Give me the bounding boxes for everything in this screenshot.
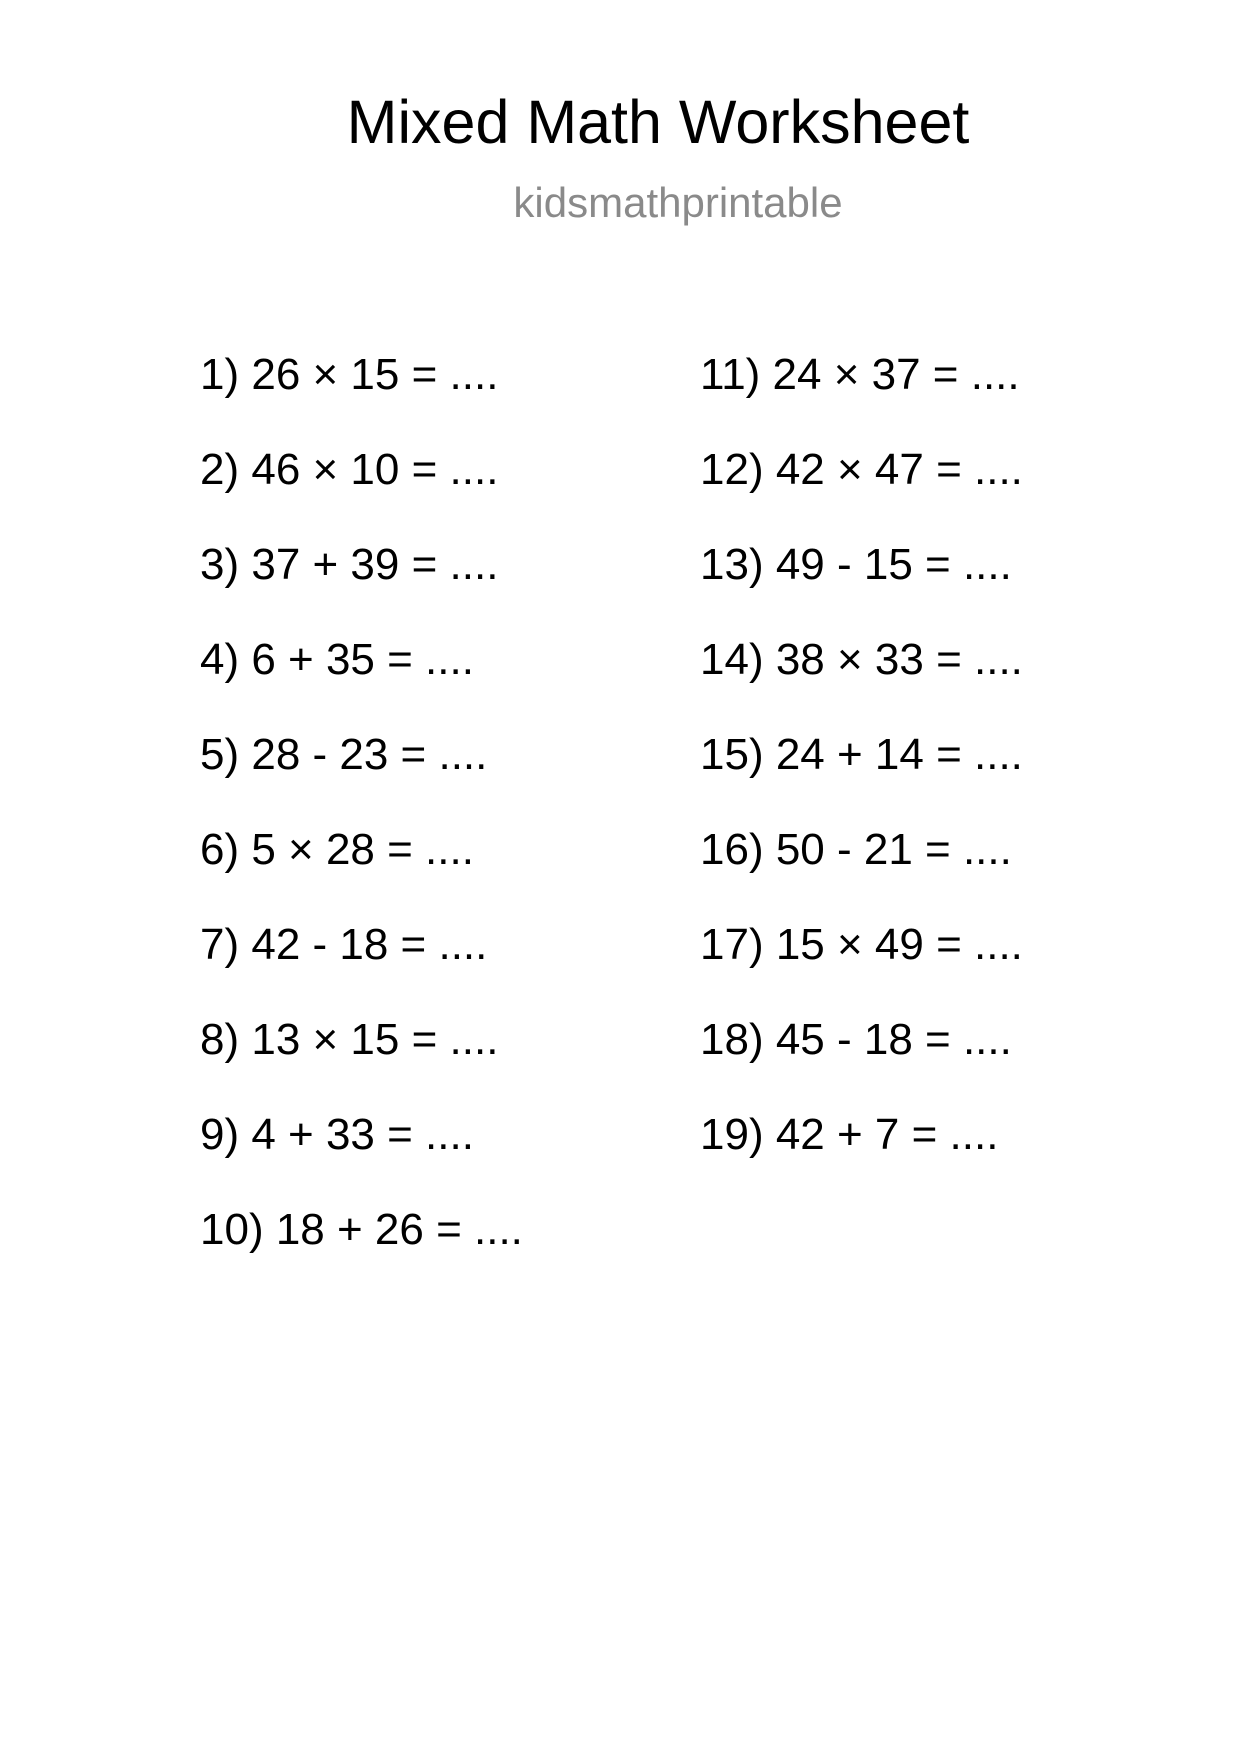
- problem-13: 13) 49 - 15 = ....: [700, 540, 1012, 589]
- problem-6: 6) 5 × 28 = ....: [200, 825, 474, 874]
- problem-8: 8) 13 × 15 = ....: [200, 1015, 499, 1064]
- worksheet-title: Mixed Math Worksheet: [346, 88, 970, 156]
- problems-column-left: [200, 350, 523, 1303]
- problem-2: 2) 46 × 10 = ....: [200, 445, 499, 494]
- problem-16: 16) 50 - 21 = ....: [700, 825, 1012, 874]
- problem-5: 5) 28 - 23 = ....: [200, 730, 488, 779]
- problem-11: 11) 24 × 37 = ....: [700, 350, 1020, 399]
- problem-9: 9) 4 + 33 = ....: [200, 1110, 474, 1159]
- worksheet-subtitle: kidsmathprintable: [513, 179, 843, 226]
- problem-3: 3) 37 + 39 = ....: [200, 540, 499, 589]
- problems-column-right: [700, 350, 1023, 1208]
- problem-17: 17) 15 × 49 = ....: [700, 920, 1023, 969]
- problem-15: 15) 24 + 14 = ....: [700, 730, 1023, 779]
- problem-14: 14) 38 × 33 = ....: [700, 635, 1023, 684]
- problem-4: 4) 6 + 35 = ....: [200, 635, 474, 684]
- problem-10: 10) 18 + 26 = ....: [200, 1205, 523, 1254]
- problem-18: 18) 45 - 18 = ....: [700, 1015, 1012, 1064]
- problem-12: 12) 42 × 47 = ....: [700, 445, 1023, 494]
- problem-19: 19) 42 + 7 = ....: [700, 1110, 999, 1159]
- problem-1: 1) 26 × 15 = ....: [200, 350, 499, 399]
- problem-7: 7) 42 - 18 = ....: [200, 920, 488, 969]
